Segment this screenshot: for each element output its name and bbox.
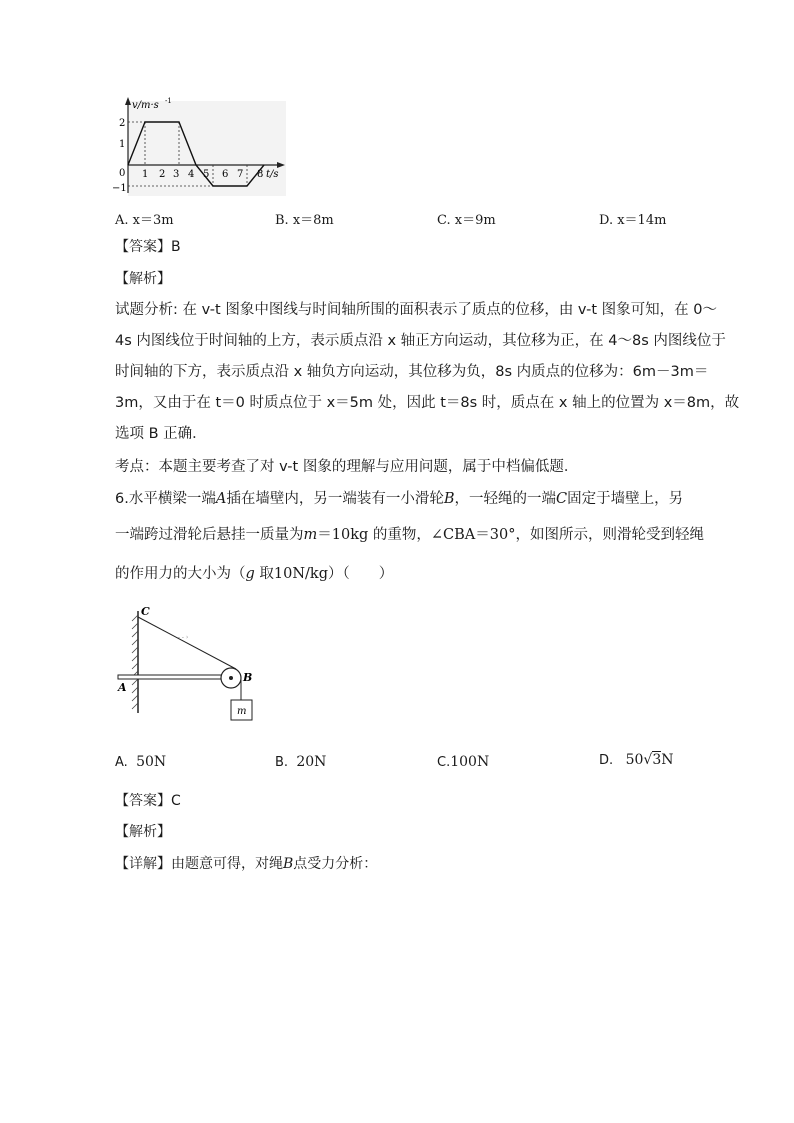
- answer-label: 【答案】: [115, 239, 171, 255]
- label-c: C: [141, 605, 150, 618]
- label-a: A: [118, 681, 127, 694]
- v-axis-label-sup: -1: [165, 97, 172, 105]
- xtick-3: 3: [173, 169, 180, 180]
- q5-option-b[interactable]: B. x＝8m: [275, 213, 334, 228]
- ytick-2: 2: [119, 118, 126, 129]
- q6-question-line-3: 的作用力的大小为（g 取10N/kg）（ ）: [115, 566, 394, 582]
- q5-analysis-line-2: 4s 内图线位于时间轴的上方，表示质点沿 x 轴正方向运动，其位移为正，在 4～8s 内图线位于: [115, 333, 726, 349]
- q5-analysis-line-3: 时间轴的下方，表示质点沿 x 轴负方向运动，其位移为负，8s 内质点的位移为：6m－3m＝: [115, 364, 709, 380]
- figure-mark: - - ›: [178, 634, 189, 641]
- q5-kaodian: 考点：本题主要考查了对 v-t 图象的理解与应用问题，属于中档偏低题．: [115, 459, 579, 475]
- v-axis-label: v/m·s: [132, 100, 159, 111]
- xtick-2: 2: [159, 169, 166, 180]
- label-m: m: [237, 706, 247, 717]
- pulley-axle: [229, 676, 233, 680]
- xtick-5: 5: [203, 169, 210, 180]
- q5-option-d[interactable]: D. x＝14m: [599, 213, 667, 228]
- beam: [118, 675, 223, 679]
- q5-option-c[interactable]: C. x＝9m: [437, 213, 496, 228]
- q6-option-d[interactable]: D. 50√3N: [599, 752, 674, 768]
- q6-option-b[interactable]: B. 20N: [275, 754, 327, 770]
- q5-answer: [115, 236, 181, 256]
- xtick-4: 4: [188, 169, 195, 180]
- q6-analysis-label: 【解析】: [115, 824, 171, 840]
- q6-question-line-2: 一端跨过滑轮后悬挂一质量为m＝10kg 的重物，∠CBA＝30°，如图所示，则滑轮受到轻绳: [115, 527, 704, 543]
- q6-option-a[interactable]: A. 50N: [115, 754, 167, 770]
- answer-value: C: [171, 793, 181, 809]
- q5-analysis-line-1: 试题分析: 在 v-t 图象中图线与时间轴所围的面积表示了质点的位移，由 v-t 图象可知，在 0～: [115, 302, 717, 318]
- ytick-1: 1: [119, 139, 126, 150]
- wall-hatch: [132, 615, 138, 709]
- label-b: B: [243, 671, 253, 684]
- q6-detail: 【详解】由题意可得，对绳B点受力分析：: [115, 856, 378, 872]
- answer-value: B: [171, 239, 181, 255]
- q5-analysis-label: 【解析】: [115, 271, 171, 287]
- q5-analysis-line-4: 3m，又由于在 t＝0 时质点位于 x＝5m 处，因此 t＝8s 时，质点在 x 轴上的位置为 x＝8m，故: [115, 395, 740, 411]
- q6-answer: [115, 790, 181, 810]
- q5-analysis-line-5: 选项 B 正确．: [115, 426, 207, 442]
- xtick-1: 1: [142, 169, 149, 180]
- xtick-7: 7: [237, 169, 244, 180]
- pulley-figure: [112, 603, 272, 728]
- sqrt-sign: √: [643, 752, 653, 768]
- q6-question-line-1: 6.水平横梁一端A插在墙壁内，另一端装有一小滑轮B，一轻绳的一端C固定于墙壁上，另: [115, 491, 684, 507]
- graph-background: [128, 101, 286, 196]
- q6-option-c[interactable]: C.100N: [437, 754, 490, 770]
- xtick-8: 8: [257, 169, 264, 180]
- ytick-0: 0: [119, 168, 126, 179]
- xtick-6: 6: [222, 169, 229, 180]
- rope-cb: [138, 617, 236, 669]
- vt-graph: [110, 93, 290, 200]
- ytick-m1: −1: [112, 183, 127, 194]
- answer-label: 【答案】: [115, 793, 171, 809]
- q5-option-a[interactable]: A. x＝3m: [115, 213, 174, 228]
- t-axis-label: t/s: [266, 169, 279, 180]
